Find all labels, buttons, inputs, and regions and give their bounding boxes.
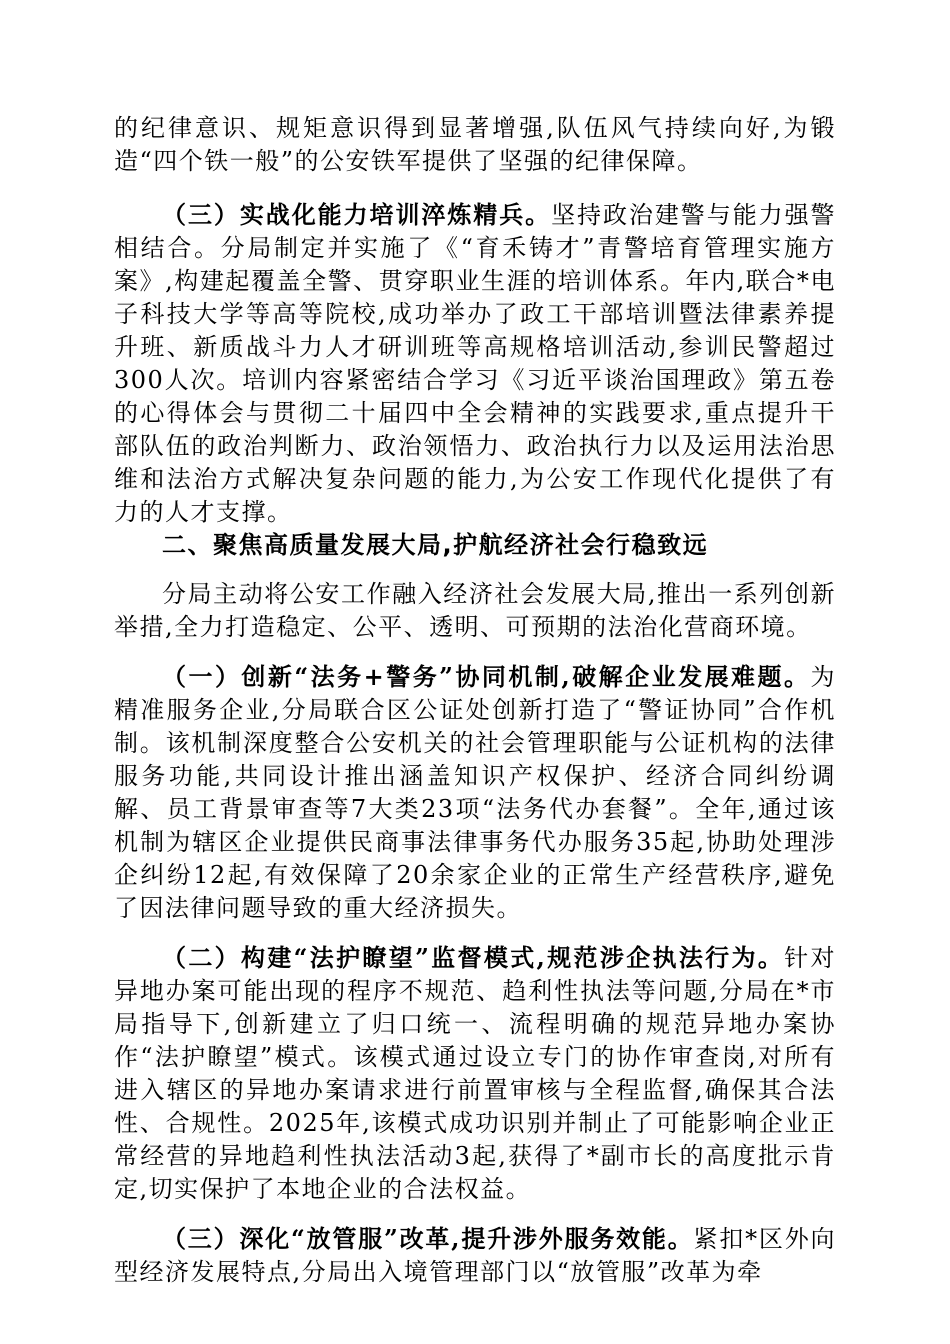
- paragraph-training: [114, 198, 836, 529]
- paragraph-lead: （三）深化“放管服”改革,提升涉外服务效能。: [162, 1224, 694, 1253]
- paragraph-lead: （二）构建“法护瞭望”监督模式,规范涉企执法行为。: [162, 943, 785, 972]
- paragraph-text: 为精准服务企业,分局联合区公证处创新打造了“警证协同”合作机制。该机制深度整合公安机关的社会管理职能与公证机构的法律服务功能,共同设计推出涵盖知识产权保护、经济合同纠纷调解、员工背景审查等7大类23项“法务代办套餐”。全年,通过该机制为辖区企业提供民商事法律事务代办服务35起,协助处理涉企纠纷12起,有效保障了20余家企业的正常生产经营秩序,避免了因法律问题导致的重大经济损失。: [114, 663, 836, 922]
- paragraph-text: 坚持政治建警与能力强警相结合。分局制定并实施了《“育禾铸才”青警培育管理实施方案》,构建起覆盖全警、贯穿职业生涯的培训体系。年内,联合*电子科技大学等高等院校,成功举办了政工干部培训暨法律素养提升班、新质战斗力人才研训班等高规格培训活动,参训民警超过300人次。培训内容紧密结合学习《习近平谈治国理政》第五卷的心得体会与贯彻二十届四中全会精神的实践要求,重点提升干部队伍的政治判断力、政治领悟力、政治执行力以及运用法治思维和法治方式解决复杂问题的能力,为公安工作现代化提供了有力的人才支撑。: [114, 201, 837, 526]
- paragraph-continuation: [114, 112, 836, 178]
- section-heading: 二、聚焦高质量发展大局,护航经济社会行稳致远: [162, 531, 709, 559]
- paragraph-text: 针对异地办案可能出现的程序不规范、趋利性执法等问题,分局在*市局指导下,创新建立了归口统一、流程明确的规范异地办案协作“法护瞭望”模式。该模式通过设立专门的协作审查岗,对所有进入辖区的异地办案请求进行前置审核与全程监督,确保其合法性、合规性。2025年,该模式成功识别并制止了可能影响企业正常经营的异地趋利性执法活动3起,获得了*副市长的高度批示肯定,切实保护了本地企业的合法权益。: [114, 944, 836, 1203]
- paragraph-lead: （一）创新“法务+警务”协同机制,破解企业发展难题。: [162, 662, 811, 691]
- paragraph-section-intro: [114, 578, 836, 644]
- paragraph-legal-police: [114, 660, 836, 925]
- paragraph-reform: [114, 1222, 836, 1289]
- paragraph-text: 的纪律意识、规矩意识得到显著增强,队伍风气持续向好,为锻造“四个铁一般”的公安铁军提供了坚强的纪律保障。: [114, 114, 836, 175]
- paragraph-text: 紧扣*区外向型经济发展特点,分局出入境管理部门以“放管服”改革为牵: [114, 1225, 837, 1286]
- paragraph-supervision: [114, 941, 836, 1206]
- paragraph-text: 分局主动将公安工作融入经济社会发展大局,推出一系列创新举措,全力打造稳定、公平、透明、可预期的法治化营商环境。: [114, 580, 836, 641]
- paragraph-lead: （三）实战化能力培训淬炼精兵。: [162, 200, 552, 229]
